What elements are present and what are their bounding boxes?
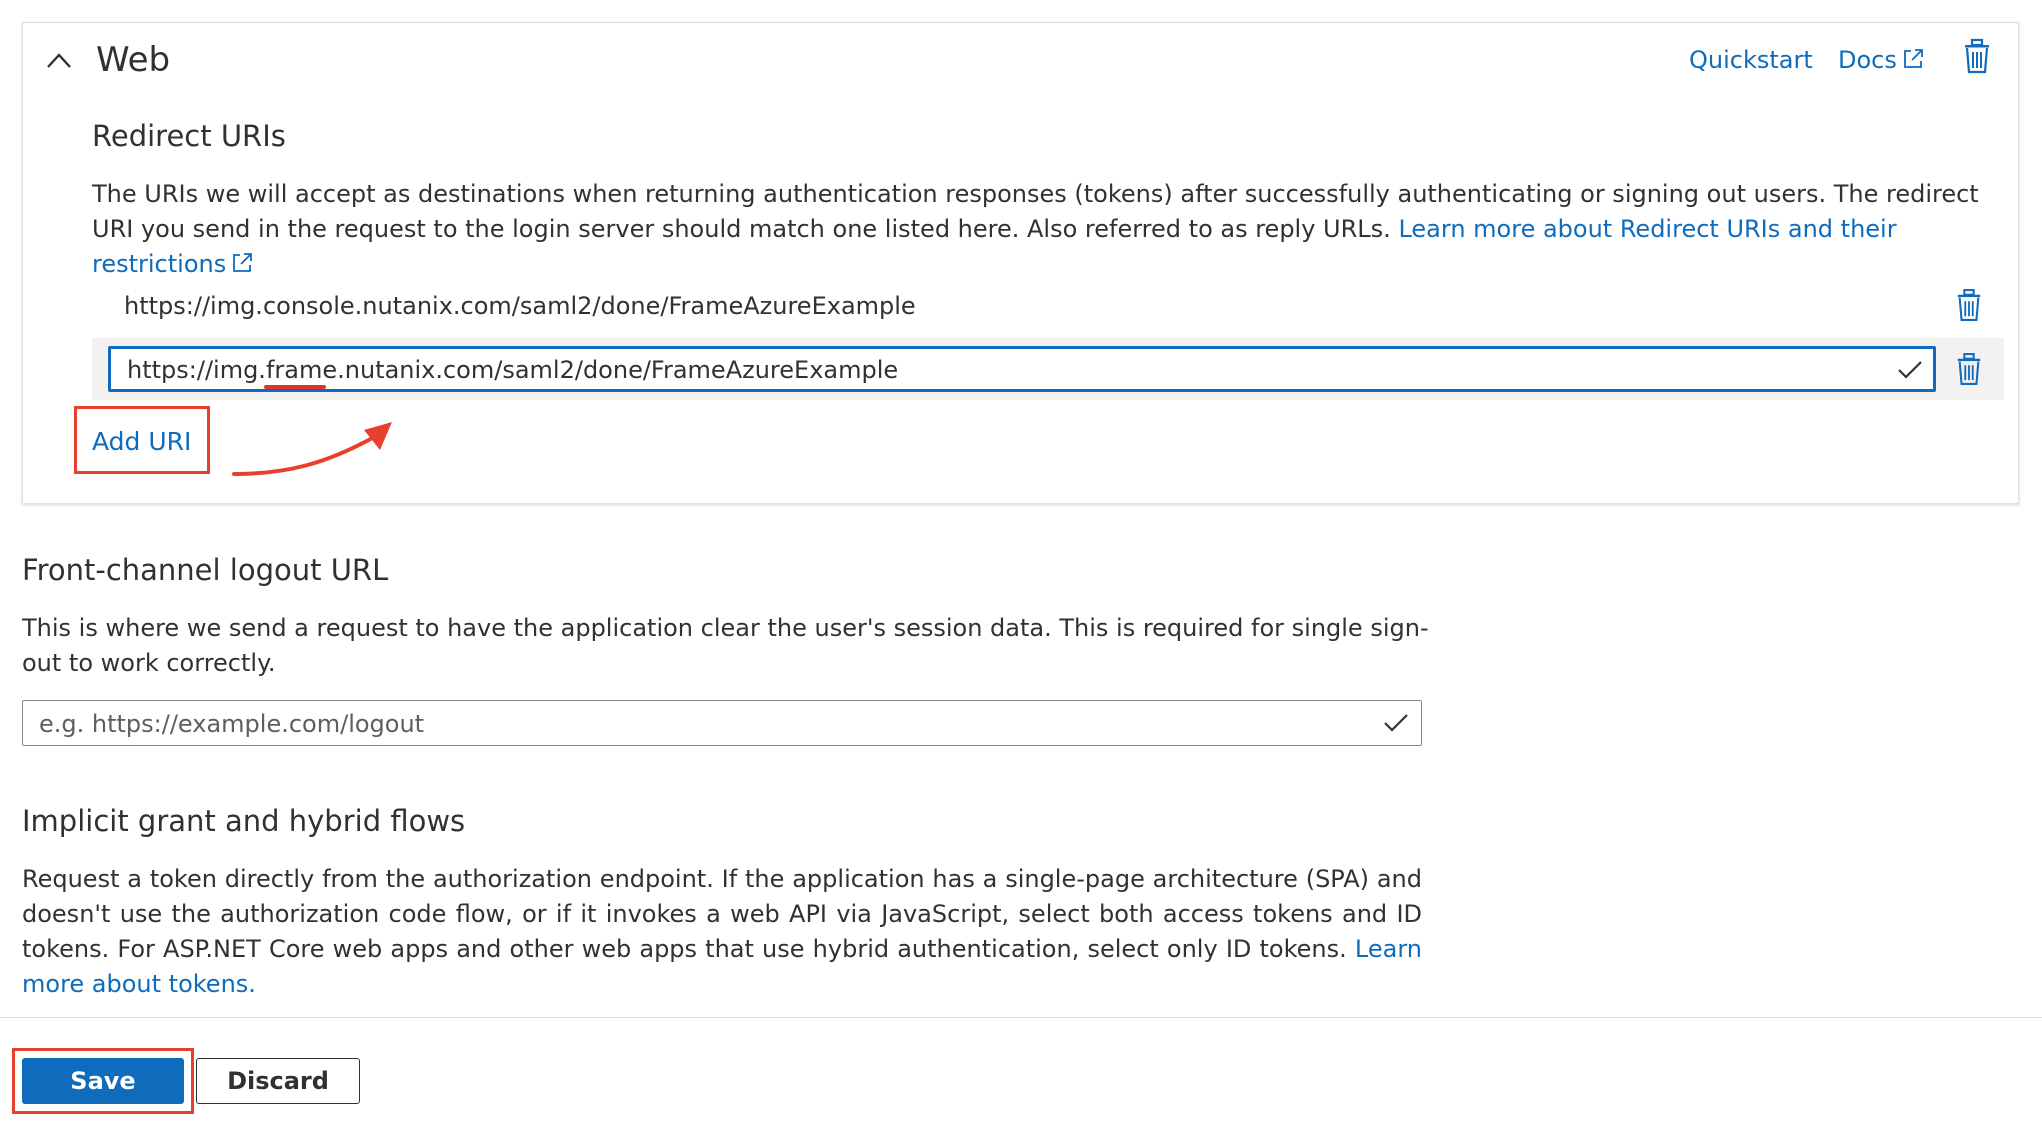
delete-platform-trash-icon[interactable] <box>1962 38 1992 74</box>
learn-more-redirect-uris-label: Learn more about Redirect URIs and their restrictions <box>92 215 1897 278</box>
save-button[interactable]: Save <box>22 1058 184 1104</box>
quickstart-link[interactable]: Quickstart <box>1689 46 1813 74</box>
redirect-uris-heading: Redirect URIs <box>92 119 286 153</box>
external-link-icon <box>230 251 254 275</box>
web-section-title: Web <box>96 40 171 80</box>
redirect-uri-input-value: https://img.frame.nutanix.com/saml2/done/FrameAzureExample <box>127 356 899 384</box>
checkmark-icon <box>1897 360 1923 380</box>
external-link-icon <box>1901 47 1925 71</box>
logout-url-placeholder: e.g. https://example.com/logout <box>39 710 425 738</box>
delete-uri-trash-icon[interactable] <box>1955 288 1983 322</box>
delete-editing-uri-trash-icon[interactable] <box>1955 352 1983 386</box>
implicit-grant-description <box>22 862 1422 1002</box>
checkmark-icon <box>1383 713 1409 733</box>
implicit-grant-description-text: Request a token directly from the authorization endpoint. If the application has a single-page architecture (SPA) and doesn't use the authorization code flow, or if it invokes a web API via JavaScript, select both access tokens and ID tokens. For ASP.NET Core web apps and other web apps that use hybrid authentication, select only ID tokens. <box>22 865 1422 963</box>
chevron-up-icon[interactable] <box>46 49 72 71</box>
annotation-underline <box>264 385 326 389</box>
logout-url-input[interactable] <box>22 700 1422 746</box>
implicit-grant-heading: Implicit grant and hybrid flows <box>22 804 466 838</box>
footer-divider <box>0 1017 2042 1018</box>
redirect-uris-description-text: The URIs we will accept as destinations when returning authentication responses (tokens) after successfully authenticating or signing out users. The redirect URI you send in the request to the login server should match one listed here. Also referred to as reply URLs. <box>92 180 1979 243</box>
redirect-uri-input[interactable] <box>108 346 1936 392</box>
front-channel-description: This is where we send a request to have the application clear the user's session data. This is required for single sign-out to work correctly. <box>22 614 1429 677</box>
redirect-uri-item: https://img.console.nutanix.com/saml2/done/FrameAzureExample <box>124 292 916 320</box>
redirect-uris-description <box>92 177 1992 282</box>
docs-link[interactable] <box>1838 44 1925 76</box>
annotation-highlight-box <box>12 1048 194 1114</box>
front-channel-heading: Front-channel logout URL <box>22 553 389 587</box>
docs-link-label: Docs <box>1838 46 1897 74</box>
add-uri-link[interactable]: Add URI <box>92 427 192 456</box>
learn-more-tokens-link[interactable]: Learn more about tokens. <box>22 935 1422 998</box>
discard-button[interactable]: Discard <box>196 1058 360 1104</box>
annotation-arrow-icon <box>226 416 406 480</box>
